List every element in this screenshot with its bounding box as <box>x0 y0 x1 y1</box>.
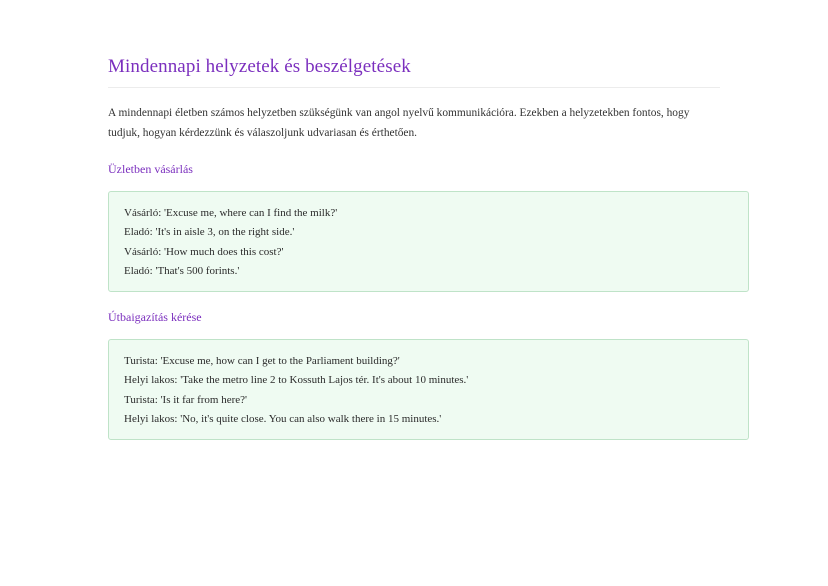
section-heading-shopping: Üzletben vásárlás <box>108 162 193 176</box>
dialog-box-shopping <box>108 191 749 292</box>
dialog-box-directions <box>108 339 749 440</box>
title-divider <box>108 87 720 88</box>
section-heading-directions: Útbaigazítás kérése <box>108 310 202 324</box>
dialog-line: Eladó: 'It's in aisle 3, on the right side.' <box>124 226 295 239</box>
dialog-line: Helyi lakos: 'Take the metro line 2 to Kossuth Lajos tér. It's about 10 minutes.' <box>124 374 469 387</box>
dialog-line: Turista: 'Is it far from here?' <box>124 393 247 406</box>
dialog-line: Vásárló: 'How much does this cost?' <box>124 245 284 258</box>
dialog-line: Eladó: 'That's 500 forints.' <box>124 264 240 277</box>
dialog-line: Helyi lakos: 'No, it's quite close. You can also walk there in 15 minutes.' <box>124 412 442 425</box>
page-title: Mindennapi helyzetek és beszélgetések <box>108 56 411 77</box>
dialog-line: Turista: 'Excuse me, how can I get to the Parliament building?' <box>124 355 400 367</box>
dialog-line: Vásárló: 'Excuse me, where can I find the milk?' <box>124 207 338 219</box>
intro-paragraph: A mindennapi életben számos helyzetben szükségünk van angol nyelvű kommunikációra. Ezekben a helyzetekben fontos, hogy tudjuk, hogyan kérdezzünk és válaszoljunk udvariasan és érthetően. <box>108 107 690 139</box>
